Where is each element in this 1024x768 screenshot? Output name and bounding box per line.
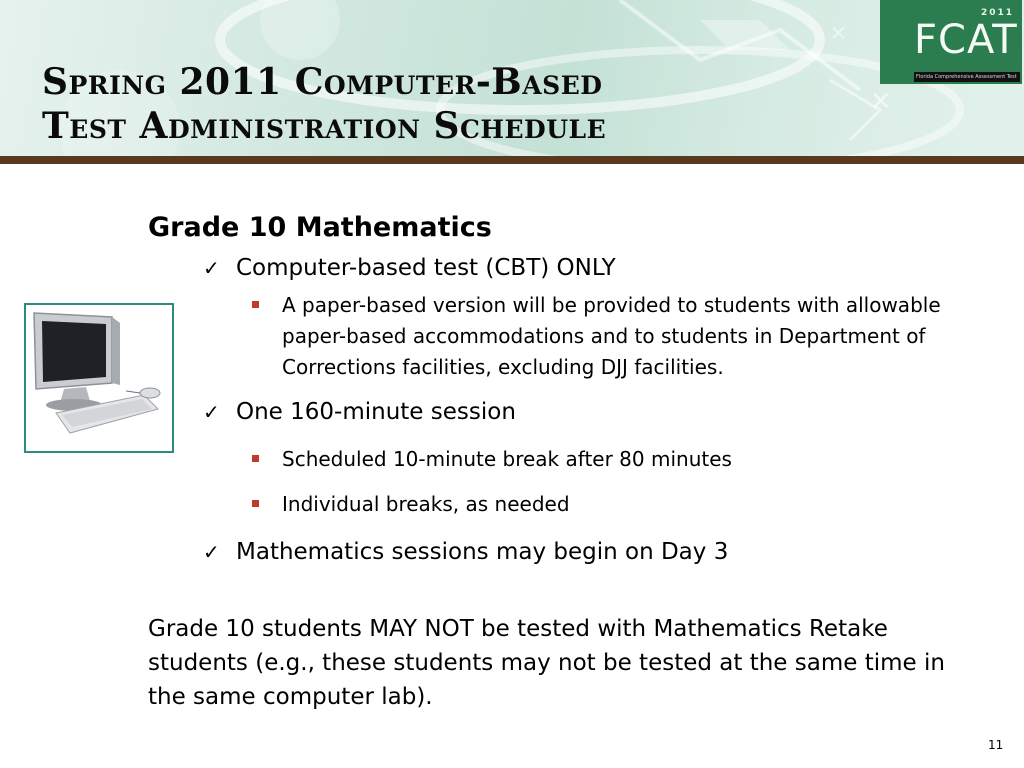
sub-bullet-text: Scheduled 10-minute break after 80 minutes	[282, 447, 732, 471]
section-heading: Grade 10 Mathematics	[148, 212, 492, 243]
header-divider	[0, 156, 1024, 164]
checkmark-icon: ✓	[203, 400, 220, 424]
sub-bullet-text: A paper-based version will be provided to students with allowable paper-based accommodations and to students in Department of Corrections facilities, excluding DJJ facilities.	[282, 293, 941, 379]
slide-title-line-2: Test Administration Schedule	[42, 105, 607, 147]
square-bullet-icon	[252, 455, 259, 462]
testing-note: Grade 10 students MAY NOT be tested with Mathematics Retake students (e.g., these students may not be tested at the same time in the same computer lab).	[148, 616, 945, 710]
computer-icon	[26, 305, 172, 451]
svg-text:✕: ✕	[830, 21, 847, 45]
checklist-item-text: One 160-minute session	[236, 399, 516, 425]
logo-brand: FCAT	[914, 17, 1018, 63]
sub-bullet-text: Individual breaks, as needed	[282, 492, 570, 516]
slide-header	[0, 0, 1024, 160]
computer-image	[24, 303, 174, 453]
logo-tagline: Florida Comprehensive Assessment Test	[914, 72, 1020, 82]
checklist-item-text: Computer-based test (CBT) ONLY	[236, 255, 616, 281]
checkmark-icon: ✓	[203, 256, 220, 280]
square-bullet-icon	[252, 500, 259, 507]
slide-title	[42, 60, 606, 148]
page-number: 11	[988, 738, 1004, 752]
slide-title-line-1: Spring 2011 Computer-Based	[42, 61, 603, 103]
checkmark-icon: ✓	[203, 540, 220, 564]
logo-year: 2011	[980, 8, 1014, 18]
fcat-logo	[880, 0, 1022, 84]
svg-text:✕: ✕	[870, 87, 892, 117]
checklist-item-text: Mathematics sessions may begin on Day 3	[236, 539, 729, 565]
square-bullet-icon	[252, 301, 259, 308]
